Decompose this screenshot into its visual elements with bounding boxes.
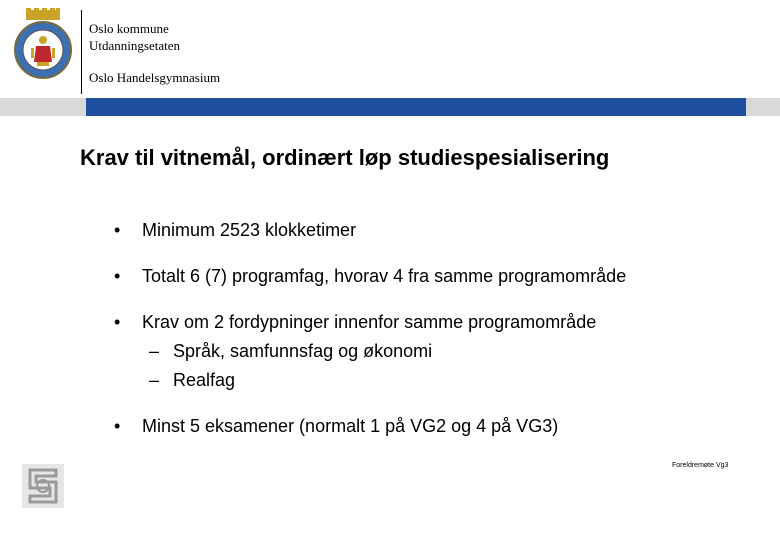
sub-bullet-text: Språk, samfunnsfag og økonomi [173,341,433,361]
bullet-text: Minimum 2523 klokketimer [142,220,357,240]
bullet-marker: • [114,220,121,240]
department-name: Utdanningsetaten [89,38,180,53]
bullet-text: Totalt 6 (7) programfag, hvorav 4 fra samme programområde [142,266,627,286]
slide-title: Krav til vitnemål, ordinært løp studiespesialisering [80,145,610,170]
oslo-coat-of-arms-icon [12,8,74,84]
bullet-marker: • [114,312,121,332]
footer-text: Foreldremøte Vg3 [672,462,729,469]
org-name: Oslo kommune [89,21,169,36]
header-accent-bar [86,98,746,116]
bullet-marker: • [114,266,121,286]
sub-bullet-marker: – [149,341,160,361]
bullet-marker: • [114,416,121,436]
oslo-city-logo-icon [22,464,64,508]
sub-bullet-marker: – [149,370,160,390]
bullet-text: Krav om 2 fordypninger innenfor samme programområde [142,312,597,332]
header-divider [81,10,82,94]
school-name: Oslo Handelsgymnasium [89,70,221,85]
bullet-text: Minst 5 eksamener (normalt 1 på VG2 og 4 på VG3) [142,416,559,436]
sub-bullet-text: Realfag [173,370,236,390]
